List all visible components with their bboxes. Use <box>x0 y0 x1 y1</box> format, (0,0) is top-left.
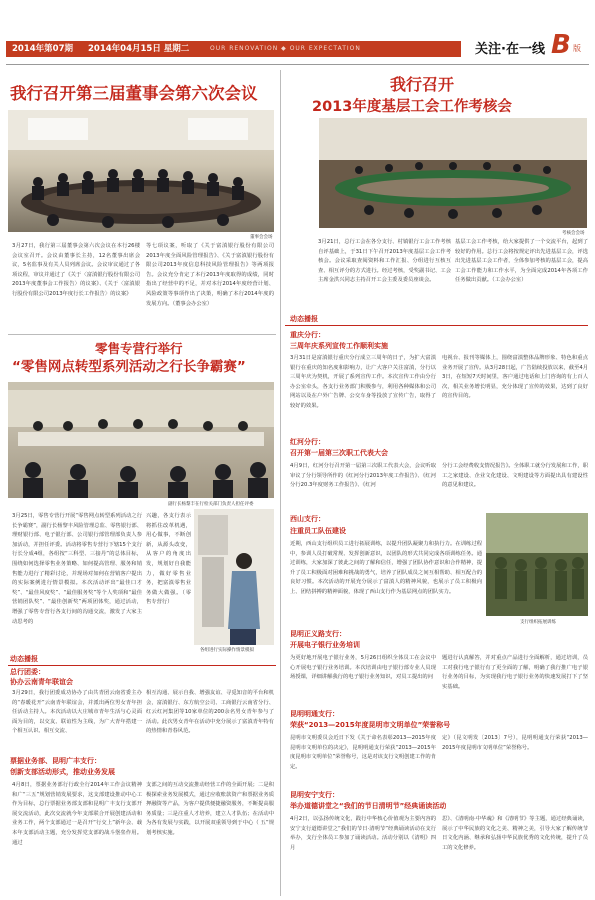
page-ban: 版 <box>573 44 581 53</box>
board-meeting-photo <box>8 110 274 232</box>
board-title: 我行召开第三届董事会第六次会议 <box>10 84 258 103</box>
assessment-photo <box>319 118 587 228</box>
assessment-title-line2: 2013年度基层工会工作考核会 <box>312 99 512 115</box>
youth-league-body-left: 3月29日，我行团委成功协办了由共青团云南省委主办的“春暖花开”云南青年联谊会，并派出两位男女青年担任活动主持人。本次活动以大庄城市青年生活与心灵面面为目的，以交友、联谊性为主线，为广大青年搭建一个相互认识、相互交流、 <box>12 690 142 735</box>
mingtong-title: 昆明明通支行： <box>290 710 339 718</box>
mingtong-body-right: 定》（昆文明发〔2013〕7号），昆明明通支行荣获“2013—2015年度昆明市文明单位”荣誉称号。 <box>442 735 588 751</box>
honghe-title: 红河分行： <box>290 438 325 446</box>
board-body-left: 3月27日，我行第三届董事会第六次会议在本行26楼会议室召开。会议由董事长主持，12名董事出席会议，5名监事及有关人员列席会议。会议审议通过了各项议程，审议并通过了《关于〈富滇银行股份有限公司2013年度董事会工作报告〉的议案》、《关于〈富滇银行股份有限公司2013年度行长工作报告〉的议案》 <box>12 243 140 297</box>
retail-photo-2-scene <box>194 509 274 645</box>
zhengyi-body-right: 题进行认真解答，并对重点产品进行全面解析，通过培训，员工对我行电子银行有了更全面的了解，明确了我行推广电子银行业务的目标，为实现我行电子银行业务的快速发展打下了坚实基础。 <box>442 655 588 690</box>
xishan-photo-scene <box>486 513 588 616</box>
anning-subtitle: 举办道德讲堂之“我们的节日清明节”经典诵读活动 <box>290 802 447 810</box>
retail-photo-1-scene <box>8 382 274 498</box>
mingtong-body-left: 昆明市文明委员会近日下发《关于命名表彰2013—2015年度昆明市文明单位的决定》，昆明明通支行荣获“2013—2015年度昆明市文明单位”荣誉称号，这是对该支行文明创建工作的肯定。 <box>290 735 436 770</box>
assessment-photo-scene <box>319 118 587 228</box>
zhengyi-title: 昆明正义路支行： <box>290 630 346 638</box>
retail-photo-1 <box>8 382 274 498</box>
retail-title: “零售网点转型系列活动之行长争霸赛” <box>12 359 246 375</box>
column-divider <box>280 70 281 896</box>
issue-number: 2014年第07期 <box>12 44 73 54</box>
anning-body-right: 思》、《清明南·中华魂》和《清明节》等主题，通过经典诵读，展示了中华民族的文化之美、精神之美，引导大家了解传统节日文化内涵、继承和弘扬中华民族优秀的文化传统，提升了员工的文化修养。 <box>442 816 588 851</box>
mingtong-subtitle: 荣获“2013—2015年度昆明市文明单位”荣誉称号 <box>290 721 451 729</box>
right-news-tag: 动态播报 <box>290 315 318 323</box>
header-rule <box>6 64 589 65</box>
left-news-rule <box>8 665 276 666</box>
honghe-body-left: 4月9日，红河分行召开第一届第三次职工代表大会，会议听取审议了分行领导所作的《红河分行2013年度工作报告》、《红河分行20.3年度财务工作报告》、《红河 <box>290 463 436 489</box>
retail-kicker: 零售专营行举行 <box>95 341 183 356</box>
bill-dept-subtitle: 创新支部活动形式，推动业务发展 <box>10 768 115 776</box>
board-photo-caption: 董事会会场 <box>250 235 273 240</box>
bill-dept-title: 票据业务部、昆明广丰支行： <box>10 757 101 765</box>
divider <box>8 334 276 335</box>
page-letter: B <box>551 30 571 60</box>
zhengyi-subtitle: 开展电子银行业务培训 <box>290 641 360 649</box>
xishan-photo-caption: 支行组织拓展训练 <box>520 620 556 625</box>
youth-league-title: 总行团委： <box>10 668 45 676</box>
youth-league-body-right: 相互沟通、展示自我、增强友谊、寻觅知音的平台和机会，富滇银行、东方航空公司、工商银行云南省分行、红云红河集团等10家单位的200余名男女青年参与了活动。此次男女青年在活动中充分展示了富滇青年特有的热情和青春风范。 <box>146 690 274 735</box>
anning-title: 昆明安宁支行： <box>290 791 339 799</box>
anning-body-left: 4月2日，以弘扬传统文化，践行中华核心价值观为主要内容的安宁支行道德讲堂之“我们的节日·清明节”经典诵读活动在支行举办，支行全体员工参加了诵读活动。活动分别以《清明》四月 <box>290 816 436 851</box>
retail-body-right: 兴趣，各支行表示将抓住改革机遇，用心做事，不断创新，从源头改变，从客户的角度出发，规划好自我能力，做好零售业务，把富滇零售业务做大做强。（零售专营行） <box>146 513 191 606</box>
left-news-tag: 动态播报 <box>10 655 38 663</box>
bill-dept-body-right: 支部之间的互动交流推动经营工作的全面开展；二是积极探索业务发展模式，通过应收账款资产和票据业务质押融资等产品，为客户提供便捷融资服务，不断提高服务质量；三是注重人才培养，建立人才队伍；在活动中为各有发展与实践，以开展双重领导到于中心（ 五”规划考核实施。 <box>146 782 274 836</box>
chongqing-body-right: 电视台、报刊等媒体上，围绕富滇整体品牌形象、特色和重点业务开展了宣传。从3月28日起，广告陆续投放以来，截至4月3日，在短短7天时间里，客户通过电话和上门咨询的有上百人次，相关业务增长明显，充分体现了宣传的效果，达到了良好的宣传目的。 <box>442 355 588 400</box>
issue-date: 2014年04月15日 星期二 <box>88 44 190 54</box>
retail-photo-1-caption: 副行长杨黎丰在行检关部门负责人担任评委 <box>168 502 254 507</box>
zhengyi-body-left: 为更好地开展电子银行业务，5月26日组织全体员工在会议中心开展电子银行业务培训。本次培训由电子银行部专业人员现场授课，详细讲解我行的电子银行业务知识，对员工提出的问 <box>290 655 436 681</box>
retail-photo-2 <box>194 509 274 645</box>
xishan-title: 西山支行： <box>290 515 325 523</box>
board-body-right: 等七项议案，听取了《关于富滇银行股份有限公司2013年度全面风险管理报告》、《关于富滇银行股份有限公司2013年度信息科技风险管理报告》等两项报告。会议充分肯定了本行2013年度取得的成绩，同时指出了经营中的不足，并对本行2014年度经营计划、风险政策等事项作出了决策，明确了本行2014年度的发展方向。（董事会办公室） <box>146 243 274 307</box>
honghe-subtitle: 召开第一届第三次职工代表大会 <box>290 449 388 457</box>
chongqing-subtitle: 三周年庆系列宣传工作顺利实施 <box>290 342 388 350</box>
youth-league-subtitle: 协办云南青年联谊会 <box>10 678 73 686</box>
assessment-body-left: 3月21日，总行工会在各分支行、村镇银行工会工作考核自评基础上，于31日下午召开2013年度基层工会工作考核会。会议采取查阅资料和工作汇报、分组进行互核互查、相互评分的方式进行。经过考核，受奖副书记、工会主席金洪兴同志主持召开工会主委及委员座谈会。 <box>318 239 451 284</box>
assessment-photo-caption: 考核会会场 <box>562 231 585 236</box>
assessment-title-line1: 我行召开 <box>390 75 455 94</box>
bill-dept-body-left: 4月8日，票据业务部行行政全行2014年工作会议精神和广“三五”规划营销发展要求，这支部建设推动中心工作为目标，总行票据业务部支部和昆明广丰支行支部开展交流活动，此次交流就今年支部联合开展创建活动和业务工作，两个支部通过一是召开“行交上”新年会、载本年支部活动主题，充分发挥党支部的战斗堡垒作用。通过 <box>12 782 142 846</box>
header-slogan: OUR RENOVATION ◆ OUR EXPECTATION <box>210 45 361 52</box>
xishan-photo <box>486 513 588 616</box>
chongqing-body-left: 3月31日是富滇银行重庆分行成立三周年的日子，为扩大富滇银行在重庆的知名度和影响力，让广大客户关注富滇，分行以三周年庆为契机，开展了系列宣传工作。本次宣传工作由分行办公室牵头，各支行业务部门积极参与，利用各种媒体和公司网站以及在户外广告牌、公交车身等投放了宣传广告，取得了较好的效果。 <box>290 355 436 409</box>
xishan-body: 近期，西山支行组织员工进行拓展训练，以提升团队凝聚力和执行力。在训练过程中，参训人员打破常规、发挥创新意识，以团队的形式共同完成各项训练任务。通过训练，大家加深了彼此之间的了解和信任，增强了团队协作意识和合作精神，提升了员工积极面对困难和挑战的勇气，培养了团队成员之间互相帮助、相互配合的良好习惯。本次活动的开展充分展示了富滇人的精神风貌，也展示了员工积极向上、团结拼搏的精神面貌，体现了西山支行作为基层网点的团队实力。 <box>290 541 482 595</box>
retail-photo-2-caption: 各组进行实际操作情景模拟 <box>200 648 254 653</box>
assessment-body-right: 基层工会工作考核，给大家提供了一个交流平台，起到了较好的作用。总行工会将按规定评出先进基层工会，评选出先进基层工会工作者，全体参加考核的基层工会，提高工会工作能力和工作水平，为全面完成2014年各项工作任务做出贡献。（工会办公室） <box>455 239 588 284</box>
page-header <box>0 0 595 68</box>
chongqing-title: 重庆分行： <box>290 331 325 339</box>
xishan-subtitle: 注重员工队伍建设 <box>290 527 346 535</box>
retail-body-left: 3月25日，零售专营行开展“零售网点转型系列活动之行长争霸赛”，副行长杨黎丰风险管理总监、零售银行部、理财银行部、电子银行部、公司银行部管理部负责人参加活动，并担任评委。活动将零售专营行下辖15个支行行长分成4组，各组按“三科型、三接丹”的总体目标，围绕如何选择零售业务策略、如何提高管理、服务和销售能力进行了精彩讨论，并现场对如何在营销客户提出的实际案例进行情景模拟。本次活动评出“最佳口才奖”、“最佳风度奖”、“最佳服务奖”等个人奖项和“最佳营销团队奖”、“最佳创新奖”两项团体奖，通过活动，增强了零售专营行各支行间的沟通交流，激发了大家主动思考的 <box>12 513 142 625</box>
section-title: 关注·在一线 <box>475 42 545 57</box>
right-news-rule <box>285 325 588 326</box>
board-photo-scene <box>8 110 274 232</box>
honghe-body-right: 分行工会经费收支情况报告》。全体职工就分行发展和工作，职工之家建设、企业文化建设、文明建设等方面提出具有建设性的意见和建议。 <box>442 463 588 489</box>
